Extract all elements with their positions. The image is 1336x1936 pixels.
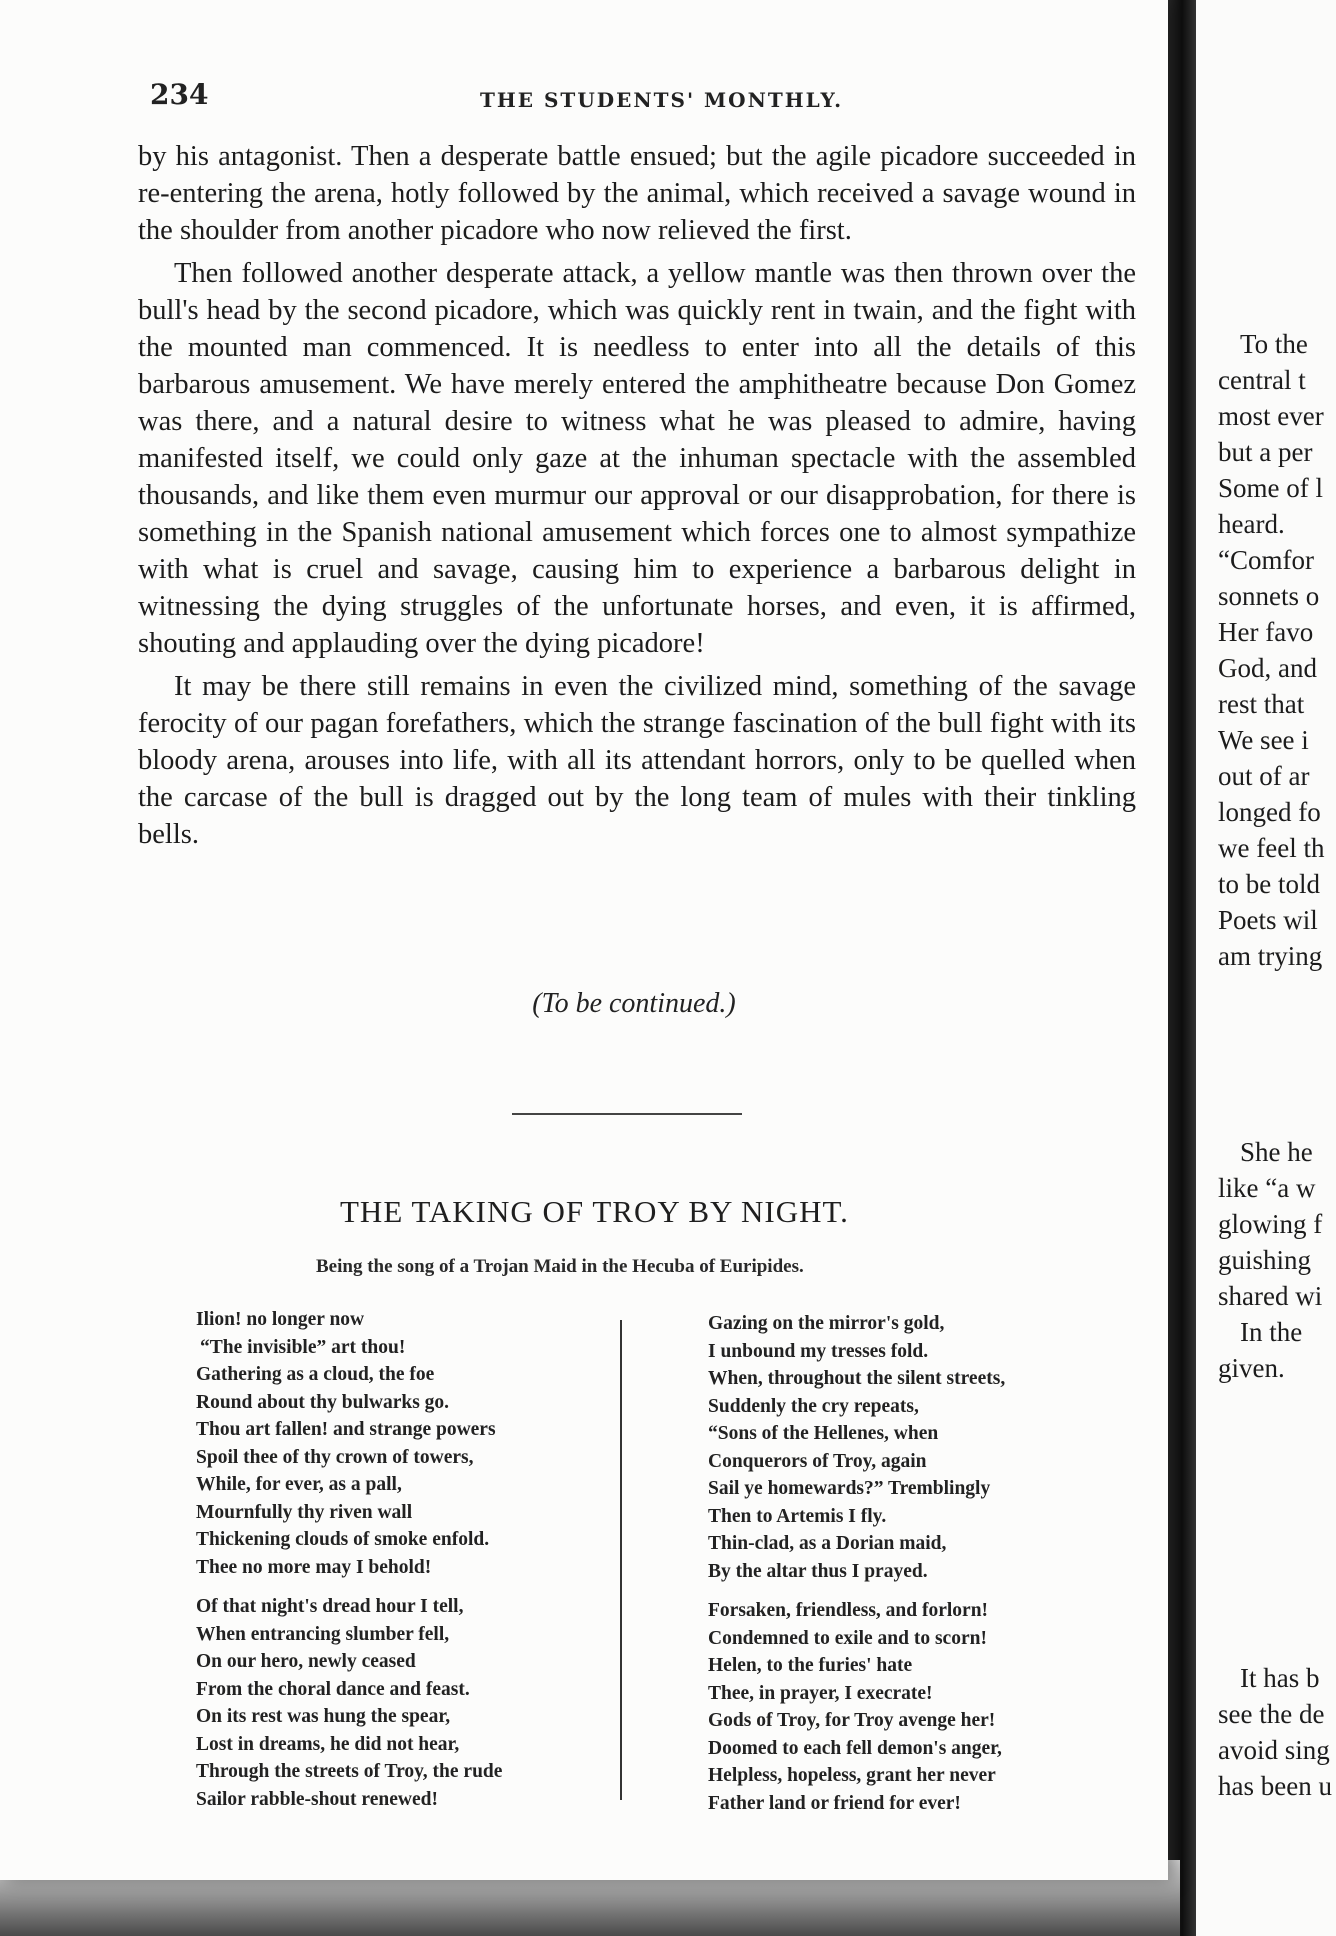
facing-line: rest that [1218,689,1305,719]
poem-line: Gathering as a cloud, the foe [196,1364,435,1385]
facing-line: She he [1240,1137,1313,1167]
facing-line: guishing [1218,1245,1312,1275]
facing-line: avoid sing [1218,1735,1330,1765]
facing-line: am trying [1218,941,1323,971]
poem-line: Helpless, hopeless, grant her never [708,1765,996,1786]
facing-page-block-2 [1218,1134,1322,1386]
poem-line: Then to Artemis I fly. [708,1505,887,1527]
facing-line: like “a w [1218,1173,1316,1203]
facing-line: Her favo [1218,617,1314,647]
poem-line: Forsaken, friendless, and forlorn! [708,1600,989,1621]
poem-line: On our hero, newly ceased [196,1651,416,1672]
facing-page-block-1 [1218,326,1324,974]
facing-line: “Comfor [1218,545,1314,575]
poem-line: On its rest was hung the spear, [196,1706,451,1727]
poem-line: When, throughout the silent streets, [708,1368,1006,1389]
poem-line: “The invisible” art thou! [200,1336,406,1358]
stanza-break [196,1581,502,1593]
article-paragraph: by his antagonist. Then a desperate battle ensued; but the agile picadore succeeded in re-entering the arena, hotly followed by the animal, which received a savage wound in the shoulder from another picadore who now relieved the first. [138,141,1136,246]
facing-line: To the [1240,329,1308,359]
poem-line: Sail ye homewards?” Tremblingly [708,1478,991,1499]
facing-line: shared wi [1218,1281,1323,1311]
stanza-break [708,1585,1005,1597]
poem-line: When entrancing slumber fell, [196,1623,450,1645]
page-number: 234 [150,78,209,111]
facing-line: We see i [1218,725,1309,755]
poem-line: Lost in dreams, he did not hear, [196,1733,460,1755]
poem-left-column [196,1306,502,1813]
poem-line: Thee, in prayer, I execrate! [708,1682,933,1704]
poem-line: Helen, to the furies' hate [708,1655,913,1676]
facing-line: glowing f [1218,1209,1323,1239]
facing-line: most ever [1218,401,1324,431]
poem-line: Father land or friend for ever! [708,1792,961,1814]
poem-line: Gods of Troy, for Troy avenge her! [708,1710,996,1731]
running-head [150,78,1140,118]
poem-line: Thickening clouds of smoke enfold. [196,1529,490,1550]
poem-line: I unbound my tresses fold. [708,1340,929,1362]
poem-line: Gazing on the mirror's gold, [708,1313,945,1334]
book-gutter [1168,0,1196,1936]
facing-page-block-3 [1218,1660,1332,1804]
poem-line: Suddenly the cry repeats, [708,1395,919,1417]
poem-line: Round about thy bulwarks go. [196,1391,450,1413]
facing-line: sonnets o [1218,581,1320,611]
poem-line: Condemned to exile and to scorn! [708,1627,987,1649]
facing-line: It has b [1240,1663,1320,1693]
article-paragraph: It may be there still remains in even the civilized mind, something of the savage ferocity of our pagan forefathers, which the strange fascination of the bull fight with its bloody arena, arouses into life, with all its attendant horrors, only to be quelled when the carcase of the bull is dragged out by the long team of mules with their tinkling bells. [138,671,1136,850]
poem-line: Sailor rabble-shout renewed! [196,1788,438,1810]
column-divider [620,1320,622,1800]
poem-line: From the choral dance and feast. [196,1678,470,1700]
poem-right-column [708,1310,1005,1817]
poem-line: Thou art fallen! and strange powers [196,1419,496,1440]
poem-line: Spoil thee of thy crown of towers, [196,1446,474,1468]
poem-line: Mournfully thy riven wall [196,1501,413,1523]
poem-line: By the altar thus I prayed. [708,1560,928,1582]
facing-page [1178,0,1336,1936]
poem-line: Thee no more may I behold! [196,1556,432,1578]
journal-title: THE STUDENTS' MONTHLY. [480,88,844,112]
article-body [138,138,1136,859]
poem-line: Ilion! no longer now [196,1309,365,1330]
continued-note: (To be continued.) [532,988,736,1019]
poem-line: While, for ever, as a pall, [196,1474,402,1495]
poem-line: Conquerors of Troy, again [708,1450,927,1472]
article-paragraph: Then followed another desperate attack, a yellow mantle was then thrown over the bull's head by the second picadore, which was quickly rent in twain, and the fight with the mounted man commenced. It is needless to enter into all the details of this barbarous amusement. We have merely entered the amphitheatre because Don Gomez was there, and a natural desire to witness what he was pleased to admire, having manifested itself, we could only gaze at the inhuman spectacle with the assembled thousands, and like them even murmur our approval or our disapprobation, for there is something in the Spanish national amusement which forces one to almost sympathize with what is cruel and savage, causing him to experience a barbarous delight in witnessing the dying struggles of the unfortunate horses, and even, it is affirmed, shouting and applauding over the dying picadore! [138,258,1136,659]
facing-line: Poets wil [1218,905,1318,935]
facing-line: but a per [1218,437,1313,467]
facing-line: In the [1240,1317,1303,1347]
facing-line: heard. [1218,509,1285,539]
facing-line: God, and [1218,653,1317,683]
poem-subtitle: Being the song of a Trojan Maid in the Hecuba of Euripides. [316,1256,804,1277]
poem-line: Thin-clad, as a Dorian maid, [708,1533,947,1554]
poem-line: “Sons of the Hellenes, when [708,1423,939,1444]
facing-line: out of ar [1218,761,1310,791]
facing-line: longed fo [1218,797,1321,827]
facing-line: to be told [1218,869,1320,899]
facing-line: see the de [1218,1699,1325,1729]
facing-line: Some of l [1218,473,1323,503]
section-divider [512,1113,742,1115]
facing-line: given. [1218,1353,1285,1383]
facing-line: has been u [1218,1771,1332,1801]
facing-line: we feel th [1218,833,1325,863]
poem-line: Doomed to each fell demon's anger, [708,1737,1002,1759]
facing-line: central t [1218,365,1306,395]
poem-line: Of that night's dread hour I tell, [196,1596,464,1617]
poem-line: Through the streets of Troy, the rude [196,1761,503,1782]
poem-title: THE TAKING OF TROY BY NIGHT. [340,1194,849,1229]
